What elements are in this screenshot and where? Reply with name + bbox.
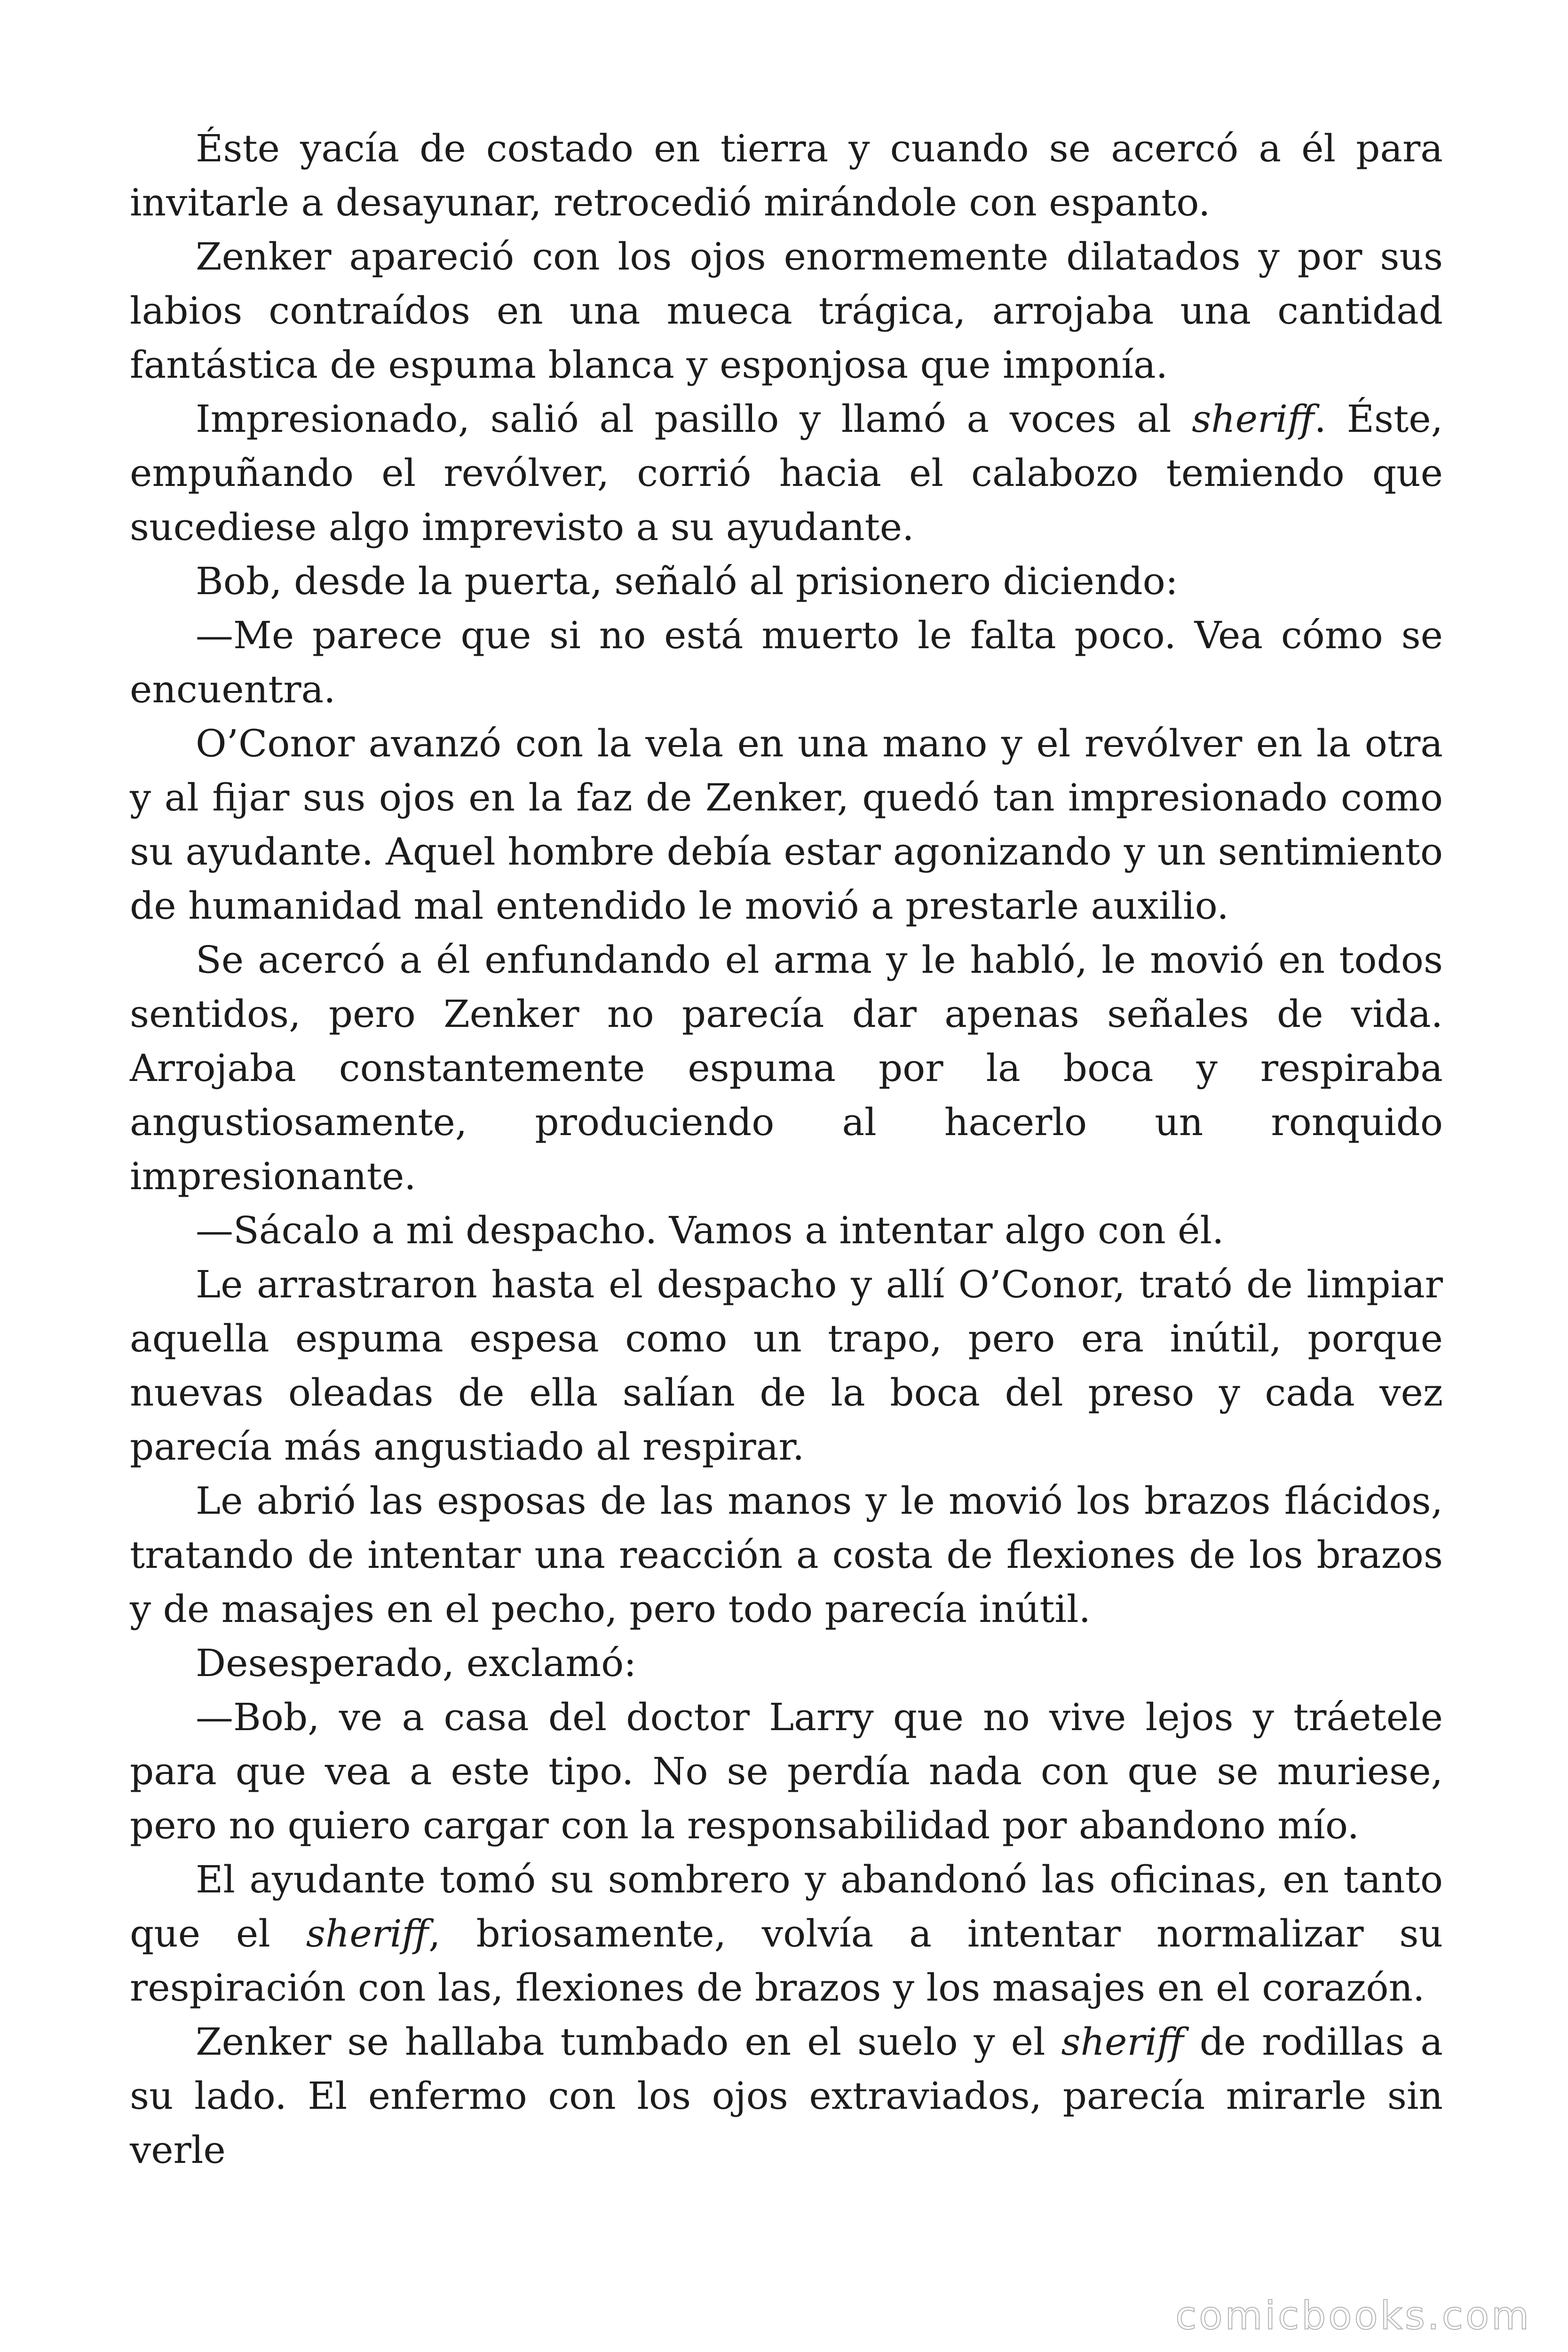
paragraph-text: O’Conor avanzó con la vela en una mano y el revólver en la otra y al fijar sus ojos en la faz de Zenker, quedó tan impresionado como su ayudante. Aquel hombre debía estar agonizando y un sentimiento de humanidad mal entendido le movió a prestarle auxilio.: [130, 722, 1443, 928]
paragraph-text: de rodillas a su lado. El enfermo con los ojos extraviados, parecía mirarle sin verle: [130, 2020, 1443, 2172]
paragraph-text: —Me parece que si no está muerto le falta poco. Vea cómo se encuentra.: [130, 613, 1443, 711]
paragraph-7: [130, 933, 1443, 1203]
paragraph-1: [130, 121, 1443, 230]
paragraph-5: [130, 608, 1443, 716]
paragraph-13: [130, 1852, 1443, 2015]
paragraph-text: Éste yacía de costado en tierra y cuando se acercó a él para invitarle a desayunar, retrocedió mirándole con espanto.: [130, 127, 1443, 224]
italic-term: sheriff: [306, 1912, 429, 1955]
paragraph-9: [130, 1257, 1443, 1474]
paragraph-text: Desesperado, exclamó:: [196, 1641, 637, 1685]
page-text-body: [130, 121, 1443, 2177]
paragraph-text: Impresionado, salió al pasillo y llamó a voces al: [196, 397, 1192, 441]
paragraph-6: [130, 716, 1443, 933]
paragraph-text: Bob, desde la puerta, señaló al prisionero diciendo:: [196, 559, 1178, 603]
paragraph-text: Zenker apareció con los ojos enormemente dilatados y por sus labios contraídos en una mueca trágica, arrojaba una cantidad fantástica de espuma blanca y esponjosa que imponía.: [130, 235, 1443, 387]
paragraph-text: Se acercó a él enfundando el arma y le habló, le movió en todos sentidos, pero Zenker no parecía dar apenas señales de vida. Arrojaba constantemente espuma por la boca y respiraba angustiosamente, produciendo al hacerlo un ronquido impresionante.: [130, 938, 1443, 1198]
paragraph-12: [130, 1690, 1443, 1852]
paragraph-8: [130, 1203, 1443, 1257]
paragraph-text: , briosamente, volvía a intentar normalizar su respiración con las, flexiones de brazos y los masajes en el corazón.: [130, 1912, 1443, 2010]
paragraph-text: Le arrastraron hasta el despacho y allí O’Conor, trató de limpiar aquella espuma espesa como un trapo, pero era inútil, porque nuevas oleadas de ella salían de la boca del preso y cada vez parecía más angustiado al respirar.: [130, 1263, 1443, 1469]
paragraph-11: [130, 1636, 1443, 1690]
watermark-text: comicbooks.com: [1175, 2294, 1531, 2338]
paragraph-text: El ayudante tomó su sombrero y abandonó las oficinas, en tanto que el: [130, 1858, 1443, 1955]
paragraph-text: Le abrió las esposas de las manos y le movió los brazos flácidos, tratando de intentar una reacción a costa de flexiones de los brazos y de masajes en el pecho, pero todo parecía inútil.: [130, 1479, 1443, 1631]
paragraph-14: [130, 2015, 1443, 2177]
italic-term: sheriff: [1192, 397, 1315, 441]
paragraph-10: [130, 1474, 1443, 1636]
paragraph-text: —Bob, ve a casa del doctor Larry que no vive lejos y tráetele para que vea a este tipo. No se perdía nada con que se muriese, pero no quiero cargar con la responsabilidad por abandono mío.: [130, 1695, 1443, 1847]
paragraph-2: [130, 230, 1443, 392]
paragraph-text: . Éste, empuñando el revólver, corrió hacia el calabozo temiendo que sucediese algo imprevisto a su ayudante.: [130, 397, 1443, 549]
italic-term: sheriff: [1061, 2020, 1184, 2064]
paragraph-text: —Sácalo a mi despacho. Vamos a intentar algo con él.: [196, 1208, 1224, 1252]
paragraph-3: [130, 392, 1443, 554]
paragraph-4: [130, 554, 1443, 608]
paragraph-text: Zenker se hallaba tumbado en el suelo y el: [196, 2020, 1061, 2064]
